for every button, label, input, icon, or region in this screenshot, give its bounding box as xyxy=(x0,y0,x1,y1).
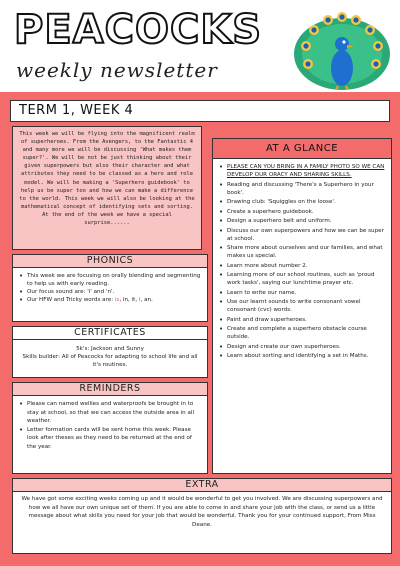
hfw-word: in xyxy=(122,297,129,304)
term-banner xyxy=(10,100,390,122)
reminders-list xyxy=(13,396,207,456)
newsletter-title: PEACOCKS xyxy=(14,7,263,53)
extra-text: We have got some exciting weeks coming up and it would be wonderful to get you involved. We are discussing superpowers and how we all have our own unique set of them. If you are able to come in and share your job with the class, or send us a little message about what skills you need for your job that would be wonderful. Thank you for your continued support, From Miss Deane. xyxy=(21,496,383,528)
list-item: • Please can named wellies and waterproofs be brought in to stay at school, so that we can access the outside area in all weather. xyxy=(19,400,201,426)
phonics-title: PHONICS xyxy=(13,255,207,268)
hfw-word: it xyxy=(131,297,136,304)
list-item: • Our HFW and Tricky words are: is, in, it, I, an. xyxy=(19,296,201,304)
extra-title: EXTRA xyxy=(13,479,391,492)
intro-text: This week we will be flying into the magnificent realm of superheroes. From the Avengers, to the Fantastic 4 and many more we will be discussing 'What makes them super?'. We will be not be just thinking about their given superpowers but also their character and what attributes they need to be classed as a hero and role model. We will be making a 'Superhero guidebook' to help us be super too and how we can make a difference to the world. This week we will also be looking at the mathematical concept of identifying sets and sorting. At the end of the week we have a special surprise...... xyxy=(19,131,195,227)
list-item: • Discuss our own superpowers and how we can be super at school. xyxy=(219,227,385,243)
phonics-list xyxy=(13,268,207,308)
list-item: • Create a superhero guidebook. xyxy=(219,208,385,216)
peacock-icon xyxy=(292,6,392,90)
intro-panel xyxy=(12,126,202,250)
list-item: • Share more about ourselves and our families, and what makes us special. xyxy=(219,244,385,260)
glance-list xyxy=(213,159,391,366)
certificates-title: CERTIFICATES xyxy=(13,327,207,340)
list-item: • Learn to write our name. xyxy=(219,289,385,297)
phonics-section xyxy=(12,254,208,322)
reminders-title: REMINDERS xyxy=(13,383,207,396)
list-item: • Drawing club: 'Squiggles on the loose'. xyxy=(219,198,385,206)
list-item: • Learn about sorting and identifying a set in Maths. xyxy=(219,352,385,360)
list-item: • Our focus sound are: 'i' and 'n'. xyxy=(19,288,201,296)
newsletter-subtitle: weekly newsletter xyxy=(16,58,218,82)
hfw-word: is xyxy=(114,297,120,304)
hfw-word: I xyxy=(138,297,141,304)
certificate-winners: 5k's: Jackson and Sunny xyxy=(76,346,144,352)
list-item: • Paint and draw superheroes. xyxy=(219,316,385,324)
reminders-section xyxy=(12,382,208,474)
list-item: • Reading and discussing 'There's a Superhero in your book'. xyxy=(219,181,385,197)
glance-title: AT A GLANCE xyxy=(213,139,391,159)
list-item: • Letter formation cards will be sent home this week. Please look after theses as they need to be returned at the end of the year. xyxy=(19,426,201,452)
certificates-section xyxy=(12,326,208,378)
certificate-skills: Skills builder: All of Peacocks for adapting to school life and all it's routines. xyxy=(22,354,198,369)
list-item: • Learn more about number 2. xyxy=(219,262,385,270)
list-item: • PLEASE CAN YOU BRING IN A FAMILY PHOTO SO WE CAN DEVELOP OUR ORACY AND SHARING SKILLS. xyxy=(219,163,385,179)
hfw-prefix: Our HFW and Tricky words are: xyxy=(27,297,115,304)
extra-section xyxy=(12,478,392,554)
hfw-word: an xyxy=(144,297,152,304)
at-a-glance-section xyxy=(212,138,392,474)
term-label: TERM 1, WEEK 4 xyxy=(19,103,134,118)
list-item: • Create and complete a superhero obstacle course outside. xyxy=(219,325,385,341)
list-item: • Design a superhero belt and uniform. xyxy=(219,217,385,225)
list-item: • Design and create our own superheroes. xyxy=(219,343,385,351)
list-item: • Use our learnt sounds to write consonant vowel consonant (cvc) words. xyxy=(219,298,385,314)
list-item: • This week we are focusing on orally blending and segmenting to help us with early reading. xyxy=(19,272,201,288)
list-item: • Learning more of our school routines, such as 'proud work tasks', saying our lunchtime prayer etc. xyxy=(219,271,385,287)
